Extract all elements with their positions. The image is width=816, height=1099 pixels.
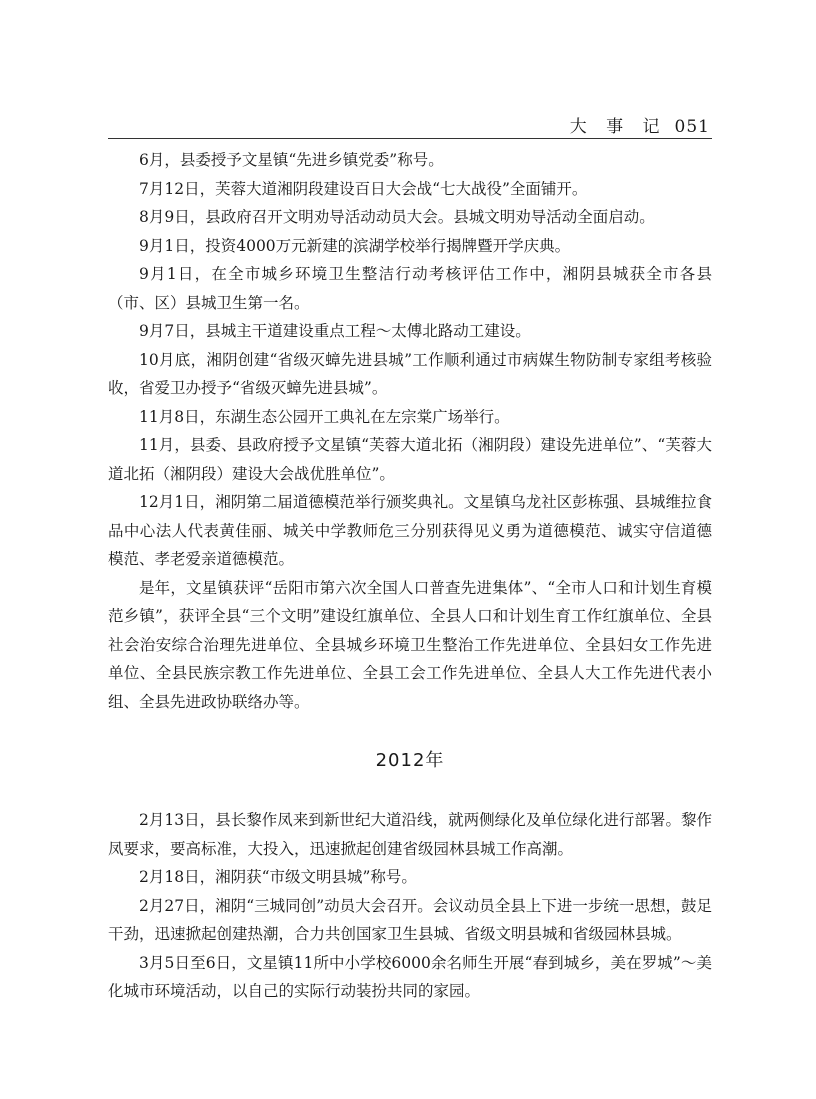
event-entry: 2月18日，湘阴获“市级文明县城”称号。 [139,868,417,886]
event-entry: 3月5日至6日，文星镇11所中小学校6000余名师生开展“春到城乡，美在罗城”～美化城市环境活动，以自己的实际行动装扮共同的家园。 [108,953,712,1000]
header-text [570,112,710,137]
event-entry: 8月9日，县政府召开文明劝导活动动员大会。县城文明劝导活动全面启动。 [139,208,655,226]
page-number: 051 [674,117,710,137]
event-entry: 9月1日，在全市城乡环境卫生整洁行动考核评估工作中，湘阴县城获全市各县（市、区）县城卫生第一名。 [108,265,712,312]
event-entry: 7月12日，芙蓉大道湘阴段建设百日大会战“七大战役”全面铺开。 [139,179,588,198]
event-entry: 11月8日，东湖生态公园开工典礼在左宗棠广场举行。 [139,407,510,426]
event-entry: 9月7日，县城主干道建设重点工程～太傅北路动工建设。 [139,322,531,340]
running-header [108,112,712,139]
event-entry: 是年，文星镇获评“岳阳市第六次全国人口普查先进集体”、“全市人口和计划生育模范乡镇”，获评全县“三个文明”建设红旗单位、全县人口和计划生育工作红旗单位、全县社会治安综合治理先进单位、全县城乡环境卫生整治工作先进单位、全县妇女工作先进单位、全县民族宗教工作先进单位、全县工会工作先进单位、全县人大工作先进代表小组、全县先进政协联络办等。 [108,578,712,711]
year-heading: 2012年 [375,750,445,771]
event-entry: 9月1日，投资4000万元新建的滨湖学校举行揭牌暨开学庆典。 [139,236,571,255]
chapter-title: 大 事 记 [569,117,667,137]
event-entry: 12月1日，湘阴第二届道德模范举行颁奖典礼。文星镇乌龙社区彭栋强、县城维拉食品中心法人代表黄佳丽、城关中学教师危三分别获得见义勇为道德模范、诚实守信道德模范、孝老爱亲道德模范。 [108,493,712,568]
event-entry: 2月27日，湘阴“三城同创”动员大会召开。会议动员全县上下进一步统一思想，鼓足干劲，迅速掀起创建热潮，合力共创国家卫生县城、省级文明县城和省级园林县城。 [108,896,712,943]
event-entry: 11月，县委、县政府授予文星镇“芙蓉大道北拓（湘阴段）建设先进单位”、“芙蓉大道北拓（湘阴段）建设大会战优胜单位”。 [108,436,712,483]
event-entry: 2月13日，县长黎作凤来到新世纪大道沿线，就两侧绿化及单位绿化进行部署。黎作凤要求，要高标准，大投入，迅速掀起创建省级园林县城工作高潮。 [108,811,712,858]
event-entry: 6月，县委授予文星镇“先进乡镇党委”称号。 [139,151,444,169]
body-text [108,146,712,1006]
event-entry: 10月底，湘阴创建“省级灭蟑先进县城”工作顺利通过市病媒生物防制专家组考核验收，省爱卫办授予“省级灭蟑先进县城”。 [108,350,712,397]
